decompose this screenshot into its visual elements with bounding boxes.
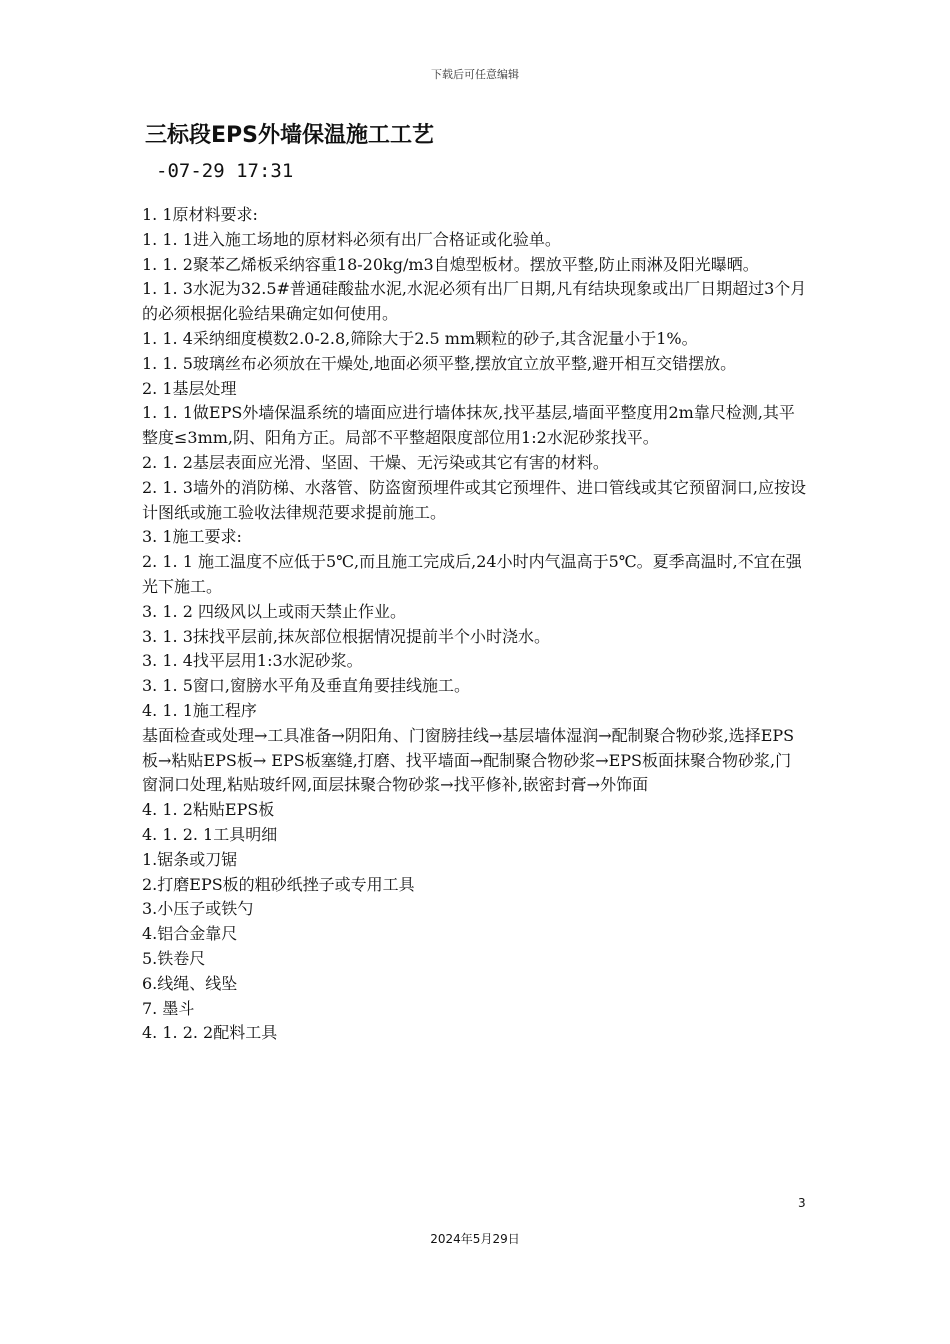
paragraph: 2. 1基层处理 xyxy=(142,378,237,398)
paragraph: 2. 1. 3墙外的消防梯、水落管、防盗窗预埋件或其它预埋件、进口管线或其它预留洞口,应按设计图纸或施工验收法律规范要求提前施工。 xyxy=(142,477,806,522)
paragraph: 1. 1原材料要求: xyxy=(142,205,258,224)
paragraph: 1. 1. 1做EPS外墙保温系统的墙面应进行墙体抹灰,找平基层,墙面平整度用2m靠尺检测,其平整度≤3mm,阴、阳角方正。局部不平整超限度部位用1:2水泥砂浆找平。 xyxy=(142,403,795,448)
paragraph: 4. 1. 2. 2配料工具 xyxy=(142,1023,278,1043)
paragraph: 3. 1. 5窗口,窗膀水平角及垂直角要挂线施工。 xyxy=(142,676,470,696)
list-item: 5.铁卷尺 xyxy=(142,948,206,968)
paragraph: 1. 1. 2聚苯乙烯板采纳容重18-20kg/m3自熄型板材。摆放平整,防止雨淋及阳光曝晒。 xyxy=(142,254,759,274)
page-number: 3 xyxy=(798,1196,806,1210)
list-item: 6.线绳、线坠 xyxy=(142,973,238,993)
page-footer: 2024年5月29日 xyxy=(430,1232,520,1246)
page-header: 下载后可任意编辑 xyxy=(431,68,519,81)
paragraph: 3. 1施工要求: xyxy=(142,527,242,547)
paragraph: 基面检查或处理→工具准备→阴阳角、门窗膀挂线→基层墙体湿润→配制聚合物砂浆,选择EPS板→粘贴EPS板→ EPS板塞缝,打磨、找平墙面→配制聚合物砂浆→EPS板面抹聚合物砂浆,门窗洞口处理,粘贴玻纤网,面层抹聚合物砂浆→找平修补,嵌密封膏→外饰面 xyxy=(142,725,795,795)
paragraph: 3. 1. 2 四级风以上或雨天禁止作业。 xyxy=(142,601,406,621)
paragraph: 1. 1. 5玻璃丝布必须放在干燥处,地面必须平整,摆放宜立放平整,避开相互交错摆放。 xyxy=(142,353,737,373)
list-item: 1.锯条或刀锯 xyxy=(142,849,238,869)
list-item: 7. 墨斗 xyxy=(142,998,195,1018)
list-item: 3.小压子或铁勺 xyxy=(142,899,254,919)
paragraph: 4. 1. 1施工程序 xyxy=(142,700,257,720)
list-item: 4.铝合金靠尺 xyxy=(142,924,238,944)
paragraph: 3. 1. 4找平层用1:3水泥砂浆。 xyxy=(142,651,363,671)
document-title: 三标段EPS外墙保温施工工艺 xyxy=(145,123,434,148)
paragraph: 4. 1. 2. 1工具明细 xyxy=(142,824,278,844)
paragraph: 2. 1. 1 施工温度不应低于5℃,而且施工完成后,24小时内气温高于5℃。夏季高温时,不宜在强光下施工。 xyxy=(142,552,802,596)
paragraph: 3. 1. 3抹找平层前,抹灰部位根据情况提前半个小时浇水。 xyxy=(142,626,550,646)
paragraph: 1. 1. 3水泥为32.5#普通硅酸盐水泥,水泥必须有出厂日期,凡有结块现象或出厂日期超过3个月的必须根据化验结果确定如何使用。 xyxy=(142,279,807,324)
list-item: 2.打磨EPS板的粗砂纸挫子或专用工具 xyxy=(142,874,415,894)
post-date: -07-29 17:31 xyxy=(156,160,294,182)
document-body xyxy=(142,203,807,1046)
paragraph: 1. 1. 4采纳细度模数2.0-2.8,筛除大于2.5 mm颗粒的砂子,其含泥量小于1%。 xyxy=(142,328,698,348)
paragraph: 1. 1. 1进入施工场地的原材料必须有出厂合格证或化验单。 xyxy=(142,229,561,249)
paragraph: 4. 1. 2粘贴EPS板 xyxy=(142,800,275,820)
paragraph: 2. 1. 2基层表面应光滑、坚固、干燥、无污染或其它有害的材料。 xyxy=(142,452,609,472)
